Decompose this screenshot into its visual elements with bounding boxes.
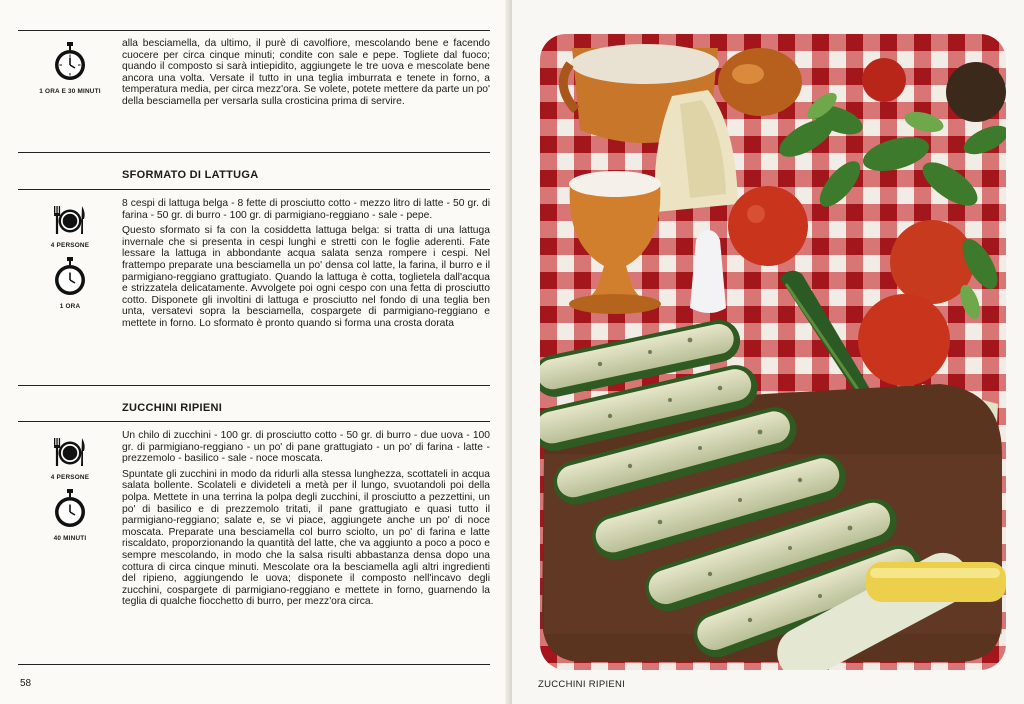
- persons-caption: 4 PERSONE: [50, 242, 90, 249]
- servings-indicator: [38, 436, 102, 542]
- time-caption: 1 ORA: [59, 303, 81, 310]
- recipe-title: ZUCCHINI RIPIENI: [122, 402, 223, 414]
- time-caption: 40 MINUTI: [53, 535, 87, 542]
- food-photo: [540, 34, 1006, 670]
- ingredients-list: 8 cespi di lattuga belga - 8 fette di prosciutto cotto - mezzo litro di latte - 50 gr. di farina - 50 gr. di burro - 100 gr. di parmigiano-reggiano - sale - pepe.: [122, 198, 490, 221]
- photo-caption: ZUCCHINI RIPIENI: [538, 679, 626, 690]
- time-indicator: [38, 42, 102, 95]
- persons-caption: 4 PERSONE: [50, 474, 90, 481]
- rule-divider: [18, 152, 490, 153]
- continued-recipe-text: [122, 38, 490, 108]
- plate-cutlery-icon: [52, 436, 88, 468]
- recipe-body: [122, 198, 490, 330]
- rule-title: [18, 421, 490, 422]
- page-number: 58: [20, 678, 32, 689]
- servings-indicator: [38, 204, 102, 310]
- method-paragraph: Spuntate gli zucchini in modo da ridurli alla stessa lunghezza, scottateli in acqua salata bollente. Scolateli e divideteli a metà per il lungo, svuotandoli poi della polpa. Mettete in una terrina la polpa degli zucchini, il prosciutto a pezzettini, un po' di basilico e di prezzemolo tritati, il pane grattugiato e quasi tutto il parmigiano-reggiano; salate e, se vi piace, aggiungete anche un po' di noce moscata. Preparate una besciamella col burro sciolto, un po' di farina e latte riscaldato, proporzionando la quantità del latte, che va aggiunto a poco a poco e sempre mescolando, in modo che la salsa risulti abbastanza densa dopo una cottura di circa cinque minuti. Mescolate ora la besciamella agli altri ingredienti del ripieno, aggiungendo le uova; disponete il composto nell'incavo degli zucchini, cospargete di parmigiano-reggiano e mettete in forno, guarnendo la teglia di qualche fiocchetto di burro, per mezz'ora circa.: [122, 468, 490, 608]
- time-caption: 1 ORA E 30 MINUTI: [39, 88, 101, 95]
- recipe-title: SFORMATO DI LATTUGA: [122, 169, 259, 181]
- rule-bottom: [18, 664, 490, 665]
- rule-divider: [18, 385, 490, 386]
- stopwatch-icon: [53, 257, 87, 297]
- stopwatch-icon: [53, 42, 87, 82]
- rule-title: [18, 189, 490, 190]
- zucchini-photo-illustration: [540, 34, 1006, 670]
- rule-top: [18, 30, 490, 31]
- ingredients-list: Un chilo di zucchini - 100 gr. di prosciutto cotto - 50 gr. di burro - due uova - 100 gr. di parmigiano-reggiano - un po' di pane grattugiato - un po' di farina - latte - prezzemolo - basilico - sale - noce moscata.: [122, 430, 490, 465]
- stopwatch-icon: [53, 489, 87, 529]
- continued-paragraph: alla besciamella, da ultimo, il purè di cavolfiore, mescolando bene e facendo cuocere per circa cinque minuti; condite con sale e pepe. Togliete dal fuoco; quando il composto si sarà intiepidito, aggiungete le tre uova e mescolate bene ancora una volta. Versate il tutto in una teglia imburrata e tenete in forno, a temperatura media, per circa mezz'ora. Se volete, potete mettere da parte un po' della besciamella per versarla sulla crosticina prima di servire.: [122, 38, 490, 107]
- recipe-body: [122, 430, 490, 608]
- method-paragraph: Questo sformato si fa con la cosiddetta lattuga belga: si tratta di una lattuga invernale che si presenta in cespi lunghi e stretti con le foglie aderenti. Fate lessare la lattuga in abbondante acqua salata senza rompere i cespi. Nel frattempo preparate una besciamella un po' densa col latte, la farina, il burro e il parmigiano-reggiano grattugiato. Quando la lattuga è cotta, toglietela dall'acqua e strizzatela delicatamente. Avvolgete poi ogni cespo con una fetta di prosciutto cotto. Disponete gli involtini di lattuga e prosciutto nel fondo di una teglia ben unta, versatevi sopra la besciamella, cospargete di parmigiano-reggiano e mettete in forno. Lo sformato è pronto quando si forma una crosta dorata: [122, 225, 490, 329]
- plate-cutlery-icon: [52, 204, 88, 236]
